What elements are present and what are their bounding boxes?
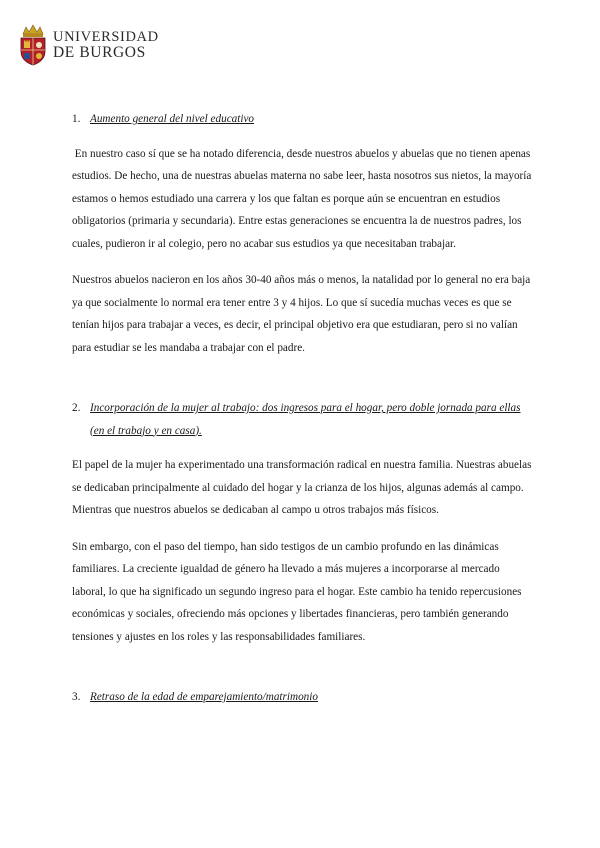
section-1-title: Aumento general del nivel educativo [90, 113, 255, 125]
document-body [72, 108, 535, 709]
section-1-paragraph-2: Nuestros abuelos nacieron en los años 30-40 años más o menos, la natalidad por lo general no era baja ya que socialmente lo normal era tener entre 3 y 4 hijos. Lo que sí sucedía muchas veces es que se tenían hijos para trabajar a veces, es decir, el principal objetivo era que estudiaran, pero si no valían para estudiar se les mandaba a trabajar con el padre. [72, 274, 531, 354]
section-1-heading [72, 108, 532, 131]
coat-of-arms-icon [18, 24, 48, 66]
section-2-number: 2. [72, 402, 81, 414]
section-2-title: Incorporación de la mujer al trabajo: dos ingresos para el hogar, pero doble jornada para ellas (en el trabajo y en casa). [90, 402, 521, 437]
section-2-heading [72, 397, 532, 442]
section-1-number: 1. [72, 113, 81, 125]
section-2-paragraph-2: Sin embargo, con el paso del tiempo, han sido testigos de un cambio profundo en las dinámicas familiares. La creciente igualdad de género ha llevado a más mujeres a incorporarse al mercado laboral, lo que ha significado un segundo ingreso para el hogar. Este cambio ha tenido repercusiones económicas y sociales, ofreciendo más opciones y libertades financieras, pero también generando tensiones y ajustes en los roles y las responsabilidades familiares. [72, 540, 522, 643]
section-3-heading [72, 686, 532, 709]
logo-line-1: UNIVERSIDAD [53, 28, 159, 45]
university-logo [18, 24, 159, 66]
section-3-title: Retraso de la edad de emparejamiento/matrimonio [90, 691, 318, 703]
section-1-paragraph-1: En nuestro caso sí que se ha notado diferencia, desde nuestros abuelos y abuelas que no tienen apenas estudios. De hecho, una de nuestras abuelas materna no sabe leer, hasta nosotros sus nietos, la mayoría estamos o hemos estudiado una carrera y los que faltan es porque aún se encuentran en estudios obligatorios (primaria y secundaria). Entre estas generaciones se encuentra la de nuestros padres, los cuales, pudieron ir al colegio, pero no acabar sus estudios ya que necesitaban trabajar. [72, 147, 535, 250]
logo-line-2: DE BURGOS [53, 44, 146, 61]
section-3-number: 3. [72, 691, 81, 703]
section-2-paragraph-1: El papel de la mujer ha experimentado una transformación radical en nuestra familia. Nuestras abuelas se dedicaban principalmente al cuidado del hogar y la crianza de los hijos, algunas además al campo. Mientras que nuestros abuelos se dedicaban al campo u otros trabajos más físicos. [72, 459, 532, 516]
logo-text [53, 30, 159, 61]
